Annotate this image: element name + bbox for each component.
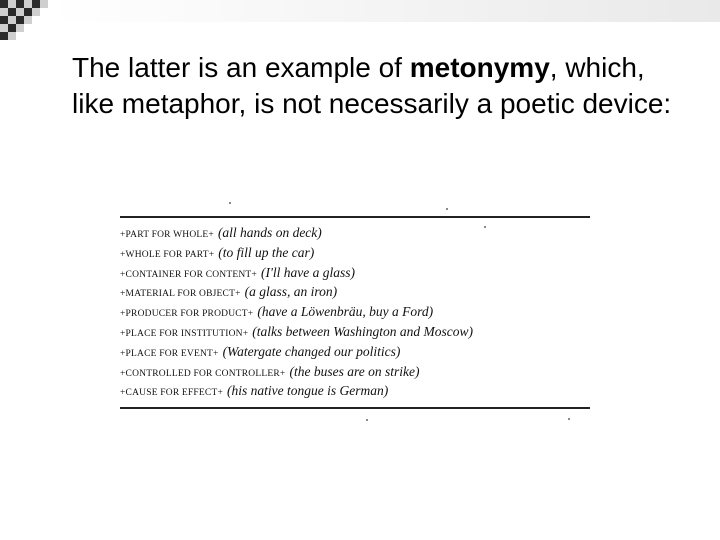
metonymy-list [120,223,596,401]
metonymy-example: (I'll have a glass) [261,264,355,280]
metonymy-category: +PART FOR WHOLE+ [120,230,214,240]
list-item [120,342,596,362]
list-item [120,263,596,283]
scan-speck [568,418,570,420]
list-item [120,223,596,243]
metonymy-example: (have a Löwenbräu, buy a Ford) [257,304,434,320]
title-prefix: The latter is an example of [72,52,410,83]
metonymy-category: +WHOLE FOR PART+ [120,249,215,260]
metonymy-example: (a glass, an iron) [244,284,338,300]
metonymy-example: (talks between Washington and Moscow) [252,323,473,339]
metonymy-example: (all hands on deck) [217,225,322,240]
slide-title [72,50,692,122]
top-gradient-band [50,0,720,22]
title-keyword: metonymy [409,52,550,83]
list-item [120,302,596,322]
list-item [120,381,596,401]
metonymy-category: +CONTROLLED FOR CONTROLLER+ [120,368,286,379]
scan-speck [229,202,231,204]
table-bottom-rule [120,407,590,409]
corner-checker-decoration [0,0,50,46]
scan-speck [446,208,448,210]
metonymy-category: +CONTAINER FOR CONTENT+ [120,269,257,280]
title-suffix: , which, like metaphor, is not necessarily a poetic device: [72,52,672,119]
metonymy-example: (the buses are on strike) [289,363,420,379]
metonymy-example: (his native tongue is German) [227,383,389,399]
metonymy-category: +CAUSE FOR EFFECT+ [120,388,224,399]
metonymy-category: +PLACE FOR INSTITUTION+ [120,328,249,339]
metonymy-example: (Watergate changed our politics) [222,343,401,359]
metonymy-category: +MATERIAL FOR OBJECT+ [120,289,241,300]
list-item [120,243,596,263]
list-item [120,282,596,302]
metonymy-category: +PRODUCER FOR PRODUCT+ [120,309,254,320]
list-item [120,322,596,342]
list-item [120,362,596,382]
metonymy-example: (to fill up the car) [218,244,315,260]
scan-speck [366,419,368,421]
scanned-metonymy-table [116,196,596,426]
metonymy-category: +PLACE FOR EVENT+ [120,348,219,359]
table-top-rule [120,216,590,218]
